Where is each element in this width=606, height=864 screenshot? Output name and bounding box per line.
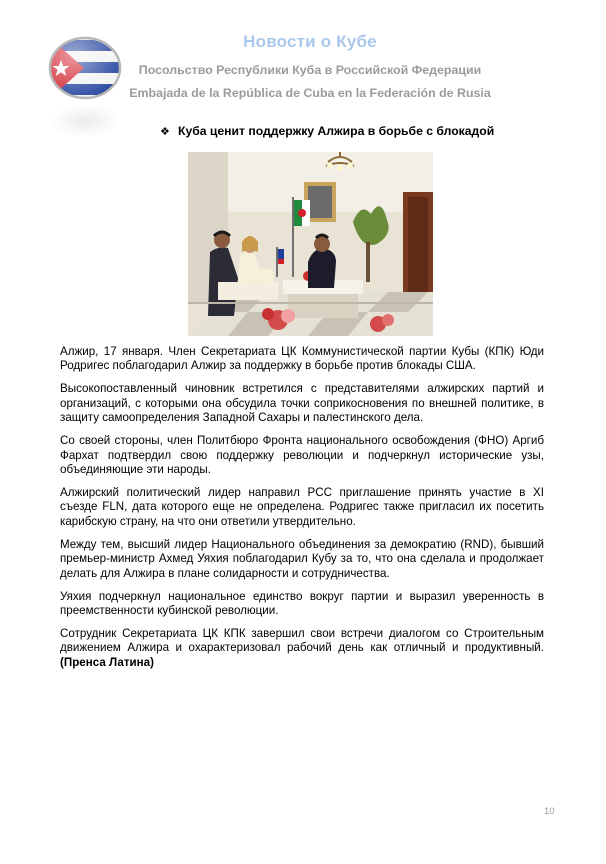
article-headline	[160, 124, 494, 138]
paragraph: Уяхия подчеркнул национальное единство вокруг партии и выразил уверенность в преемственности кубинской революции.	[60, 589, 544, 618]
meeting-room-photo	[188, 152, 433, 336]
paragraph: Алжирский политический лидер направил PCC приглашение принять участие в XI съезде FLN, дата которого еще не определена. Родригес также пригласил их посетить карибскую страну, на что они ответили утвердительно.	[60, 486, 544, 528]
embassy-name-ru: Посольство Республики Куба в Российской Федерации	[138, 63, 482, 77]
diamond-bullet-icon: ❖	[160, 126, 170, 138]
news-source: (Пренса Латина)	[60, 655, 154, 669]
paragraph: Между тем, высший лидер Национального объединения за демократию (RND), бывший премьер-министр Ахмед Уяхия поблагодарил Кубу за то, что она сделала и продолжает делать для Алжира в плане солидарности и сотрудничества.	[60, 537, 544, 580]
paragraph: Со своей стороны, член Политбюро Фронта национального освобождения (ФНО) Аргиб Фархат подтвердил свою поддержку революции и подчеркнул исторические узы, объединяющие эти народы.	[60, 434, 544, 477]
embassy-name-es: Embajada de la República de Cuba en la Federación de Rusia	[129, 86, 491, 100]
last-paragraph	[60, 627, 544, 670]
newsletter-title: Новости о Кубе	[243, 32, 377, 51]
paragraph: Алжир, 17 января. Член Секретариата ЦК Коммунистической партии Кубы (КПК) Юди Родригес поблагодарил Алжир за поддержку в борьбе против блокады США.	[60, 345, 544, 373]
article-body	[60, 345, 544, 679]
headline-text: Куба ценит поддержку Алжира в борьбе с блокадой	[178, 124, 495, 138]
paragraph-text: Сотрудник Секретариата ЦК КПК завершил свои встречи диалогом со Строительным движением Алжира и охарактеризовал рабочий день как отличный и продуктивный.	[60, 627, 544, 655]
paragraph: Высокопоставленный чиновник встретился с представителями алжирских партий и организаций, с которыми она обсудила точки соприкосновения по внешней политике, в защиту самоопределения Западной Сахары и палестинского дела.	[60, 382, 544, 425]
logo-reflection	[50, 104, 120, 138]
page-number: 10	[544, 806, 555, 817]
